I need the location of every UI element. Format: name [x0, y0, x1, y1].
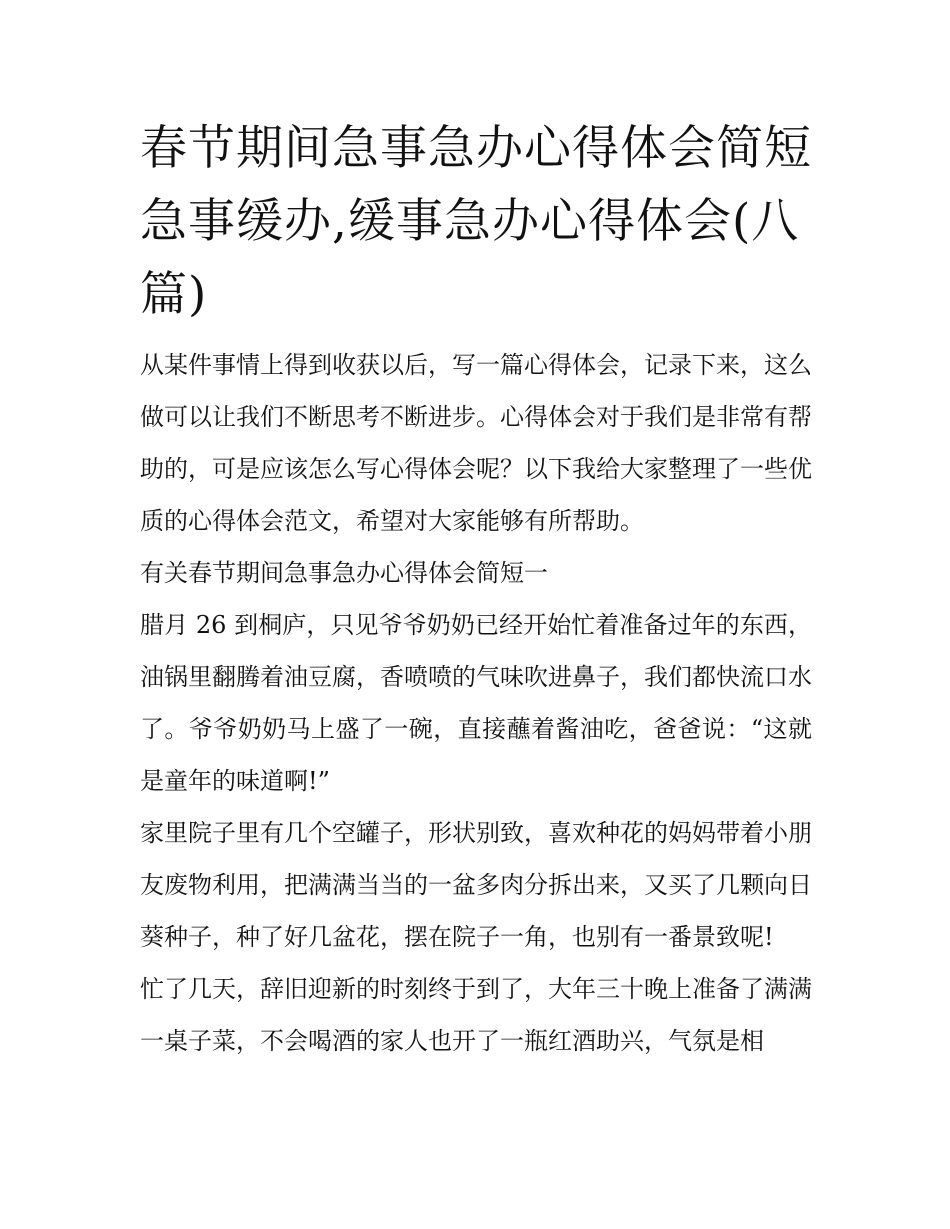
document-page — [140, 112, 812, 1067]
document-title: 春节期间急事急办心得体会简短 急事缓办,缓事急办心得体会(八篇) — [140, 121, 812, 322]
body-paragraph: 忙了几天，辞旧迎新的时刻终于到了，大年三十晚上准备了满满一桌子菜，不会喝酒的家人也开了一瓶红酒助兴，气氛是相 — [140, 975, 812, 1055]
body-paragraph: 家里院子里有几个空罐子，形状别致，喜欢种花的妈妈带着小朋友废物利用，把满满当当的一盆多肉分拆出来，又买了几颗向日葵种子，种了好几盆花，摆在院子一角，也别有一番景致呢! — [140, 819, 812, 951]
intro-paragraph: 从某件事情上得到收获以后，写一篇心得体会，记录下来，这么做可以让我们不断思考不断进步。心得体会对于我们是非常有帮助的，可是应该怎么写心得体会呢？以下我给大家整理了一些优质的心得体会范文，希望对大家能够有所帮助。 — [140, 351, 812, 535]
body-paragraph: 腊月 26 到桐庐，只见爷爷奶奶已经开始忙着准备过年的东西，油锅里翻腾着油豆腐，香喷喷的气味吹进鼻子，我们都快流口水了。爷爷奶奶马上盛了一碗，直接蘸着酱油吃，爸爸说：“这就是童年的味道啊!” — [140, 611, 812, 795]
section-heading: 有关春节期间急事急办心得体会简短一 — [140, 559, 548, 587]
